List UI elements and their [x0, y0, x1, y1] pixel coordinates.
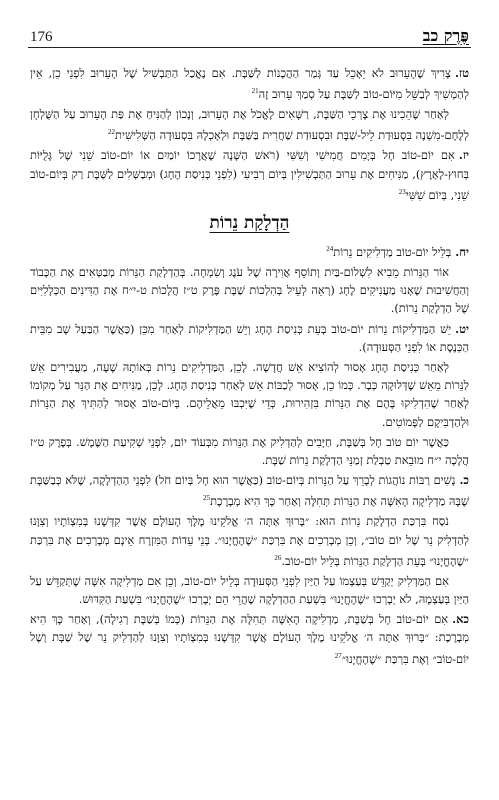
- paragraph-text: צָרִיךְ שֶׁהָעֵרוּב לֹא יֵאָכֵל עַד גְּמַר הַהֲכָנוֹת לַשַּׁבָּת. אִם נֶאֱכַל הַתַּבְשִׁיל שֶׁל הָעֵרוּב לִפְנֵי כֵן, אֵין לְהַמְשִׁיךְ לְבַשֵּׁל מִיּוֹם-טוֹב לַשַּׁבָּת עַל סְמַךְ עֵרוּב זֶה: [30, 66, 469, 101]
- paragraph-number: טז.: [454, 66, 469, 80]
- paragraph: [30, 64, 469, 103]
- paragraph-number: כא.: [452, 612, 469, 627]
- page-number: 176: [30, 29, 53, 45]
- running-header: [30, 22, 469, 46]
- paragraph-text: לְאַחַר שֶׁהֵכִינוּ אֶת צָרְכֵי הַשַּׁבָּת, רַשָּׁאִים לֶאֱכֹל אֶת הָעֵרוּב, וְנָכוֹן לְהַנִּיחַ אֶת פַּת הָעֵרוּב עַל הַשֻּׁלְחָן לְלֶחֶם-מִשְׁנֶה בִּסְעוּדַת לֵיל-שַׁבָּת וּבִסְעוּדַת שַׁחֲרִית בַּשַּׁבָּת וּלְאָכְלָהּ בִּסְעוּדָה הַשְּׁלִישִׁית: [30, 107, 469, 143]
- paragraph-text: יֵשׁ הַמַּדְלִיקוֹת נֵרוֹת יוֹם-טוֹב בְּעֵת כְּנִיסַת הֶחָג וְיֵשׁ הַמַּדְלִיקוֹת לְאַחַר מִכֵּן (כַּאֲשֶׁר הַבַּעַל שָׁב מִבֵּית הַכְּנֶסֶת אוֹ לִפְנֵי הַסְּעוּדָה).: [30, 321, 469, 354]
- footnote-ref: 24: [326, 245, 334, 254]
- paragraph-text: לְאַחַר כְּנִיסַת הֶחָג אָסוּר לְהוֹצִיא אֵשׁ חֲדָשָׁה. לָכֵן, הַמַּדְלִיקִים נֵרוֹת בְּאוֹתָהּ שָׁעָה, מַעֲבִירִים אֵשׁ לַנֵּרוֹת מֵאֵשׁ שֶׁדְּלוּקָה כְּבָר. כְּמוֹ כֵן, אָסוּר לְכַבּוֹת אֵשׁ לְאַחַר כְּנִיסַת הֶחָג. לָכֵן, מַנִּיחִים אֶת הַנֵּר עַל מְקוֹמוֹ לְאַחַר שֶׁהִדְלִיקוּ בָּהֶם אֶת הַנֵּרוֹת בִּזְהִירוּת, כְּדֵי שֶׁיִּכְבּוּ מֵאֲלֵיהֶם. בְּיוֹם-טוֹב אָסוּר לְהַתִּיךְ אֶת הַנֵּרוֹת וּלְהַדְבִּיקָם לַפָּמוֹטִים.: [30, 360, 469, 429]
- footnote-ref: 21: [251, 87, 259, 96]
- paragraph-text: כַּאֲשֶׁר יוֹם טוֹב חָל בְּשַׁבָּת, חַיָּבִים לְהַדְלִיק אֶת הַנֵּרוֹת מִבְּעוֹד יוֹם, לִפְנֵי שְׁקִיעַת הַשֶּׁמֶשׁ. בְּפֶרֶק ט״ז הֲלָכָה י״ח מוּבֵאת טַבְלַת זְמַנֵּי הַדְלָקַת נֵרוֹת שַׁבָּת.: [30, 434, 469, 468]
- paragraph-text: אִם הַמַּדְלִיק יְקַדֵּשׁ בְּעַצְמוֹ עַל הַיַּיִן לִפְנֵי הַסְּעוּדָה בְּלֵיל יוֹם-טוֹב, וְכֵן אִם מַדְלִיקָה אִשָּׁה שֶׁתְּקַדֵּשׁ עַל הַיַּיִן בְּעַצְמָהּ, לֹא יְבָרְכוּ ״שֶׁהֶחֱיָנוּ״ בִּשְׁעַת הַהַדְלָקָה שֶׁהֲרֵי הֵם יְבָרְכוּ ״שֶׁהֶחֱיָנוּ״ בִּשְׁעַת הַקִּדּוּשׁ.: [30, 573, 469, 607]
- paragraph-text: אִם יוֹם-טוֹב חָל בְּיָמִים חֲמִישִׁי וְשִׁשִּׁי (רֹאשׁ הַשָּׁנָה שֶׁאֲרָכוֹ יוֹמַיִם אוֹ יוֹם-טוֹב שֵׁנִי שֶׁל גָּלֻיּוֹת בְּחוּץ-לָאָרֶץ), מַנִּיחִים אֶת עֵרוּב הַתַּבְשִׁילִין בְּיוֹם רְבִיעִי (לִפְנֵי כְּנִיסַת הֶחָג) וּמְבַשְּׁלִים לַשַּׁבָּת רַק בְּיוֹם-טוֹב שֵׁנִי, בְּיוֹם שִׁשִּׁי: [30, 148, 469, 202]
- paragraph: [30, 358, 469, 431]
- footnote-ref: 22: [108, 128, 116, 137]
- paragraph: [30, 146, 469, 203]
- paragraph-number: יט.: [455, 321, 469, 336]
- paragraph: [30, 572, 469, 608]
- section-title: הַדְלָקַת נֵרוֹת: [209, 212, 290, 233]
- footnote-ref: 27: [334, 651, 342, 660]
- footnote-ref: 25: [203, 494, 211, 503]
- paragraph-text: נֹסַח בִּרְכַּת הַדְלָקַת נֵרוֹת הוּא: ״בָּרוּךְ אַתָּה ה׳ אֱלֹקֵינוּ מֶלֶךְ הָעוֹלָם אֲשֶׁר קִדְּשָׁנוּ בְּמִצְוֹתָיו וְצִוָּנוּ לְהַדְלִיק נֵר שֶׁל יוֹם טוֹב״, וְכֵן מְבָרְכִים אֶת בִּרְכַּת ״שֶׁהֶחֱיָנוּ״. בְּנֵי עֵדוֹת הַמִּזְרָח אֵינָם מְבָרְכִים אֶת בִּרְכַּת ״שֶׁהֶחֱיָנוּ״ בְּעֵת הַדְלָקַת הַנֵּרוֹת בְּלֵיל יוֹם-טוֹב.: [30, 514, 469, 568]
- paragraph-text: אוֹר הַנֵּרוֹת מֵבִיא לִשְׁלוֹם-בַּיִת וְתוֹסֵף אֲוִירָה שֶׁל עֹנֶג וְשִׂמְחָה. בְּהַדְלָקַת הַנֵּרוֹת מְבַטְּאִים אֶת הַכָּבוֹד וְהַחֲשִׁיבוּת שֶׁאָנוּ מַעֲנִיקִים לֶחָג (רְאֵה לְעֵיל בְּהִלְכוֹת שַׁבָּת פֶּרֶק ט״ז הֲלָכוֹת ט-י״ח אֶת הַדִּינִים הַכְּלָלִיִּים שֶׁל הַדְלָקַת נֵרוֹת).: [30, 265, 469, 316]
- paragraph-number: יז.: [458, 148, 469, 163]
- chapter-title: פֶּרֶק כב: [422, 26, 469, 45]
- paragraph: [30, 433, 469, 469]
- paragraph-text: בְּלֵיל יוֹם-טוֹב מַדְלִיקִים נֵרוֹת: [333, 244, 452, 259]
- paragraph: [30, 320, 469, 356]
- footnote-ref: 23: [398, 187, 406, 196]
- paragraph-number: יח.: [455, 244, 469, 259]
- page-body: [30, 64, 469, 670]
- paragraph: [30, 105, 469, 144]
- paragraph: [30, 471, 469, 510]
- paragraph-text: נָשִׁים רַבּוֹת נוֹהֲגוֹת לְבָרֵךְ עַל הַנֵּרוֹת בְּיוֹם-טוֹב (כַּאֲשֶׁר הוּא חָל בְּיוֹם חֹל) לִפְנֵי הַהַדְלָקָה, שֶׁלֹּא כְּבַשַּׁבָּת שֶׁבָּהּ מַדְלִיקָה הָאִשָּׁה אֶת הַנֵּרוֹת תְּחִלָּה וְאַחַר כָּךְ הִיא מְבָרֶכֶת: [30, 473, 469, 509]
- paragraph-number: כ.: [459, 473, 469, 488]
- paragraph: [30, 610, 469, 667]
- paragraph-text: אִם יוֹם-טוֹב חָל בְּשַׁבָּת, מַדְלִיקָה הָאִשָּׁה תְּחִלָּה אֶת הַנֵּרוֹת (כְּמוֹ בְּשַׁבָּת רְגִילָה), וְאַחַר כָּךְ הִיא מְבָרֶכֶת: ״בָּרוּךְ אַתָּה ה׳ אֱלֹקֵינוּ מֶלֶךְ הָעוֹלָם אֲשֶׁר קִדְּשָׁנוּ בְּמִצְוֹתָיו וְצִוָּנוּ לְהַדְלִיק נֵר שֶׁל שַׁבָּת וְשֶׁל יוֹם-טוֹב״ וְאֶת בִּרְכַּת ״שֶׁהֶחֱיָנוּ״: [30, 612, 469, 666]
- paragraph: [30, 512, 469, 569]
- footnote-ref: 26: [274, 553, 282, 562]
- header-rule: [28, 47, 471, 48]
- paragraph: [30, 263, 469, 318]
- paragraph: [30, 240, 469, 261]
